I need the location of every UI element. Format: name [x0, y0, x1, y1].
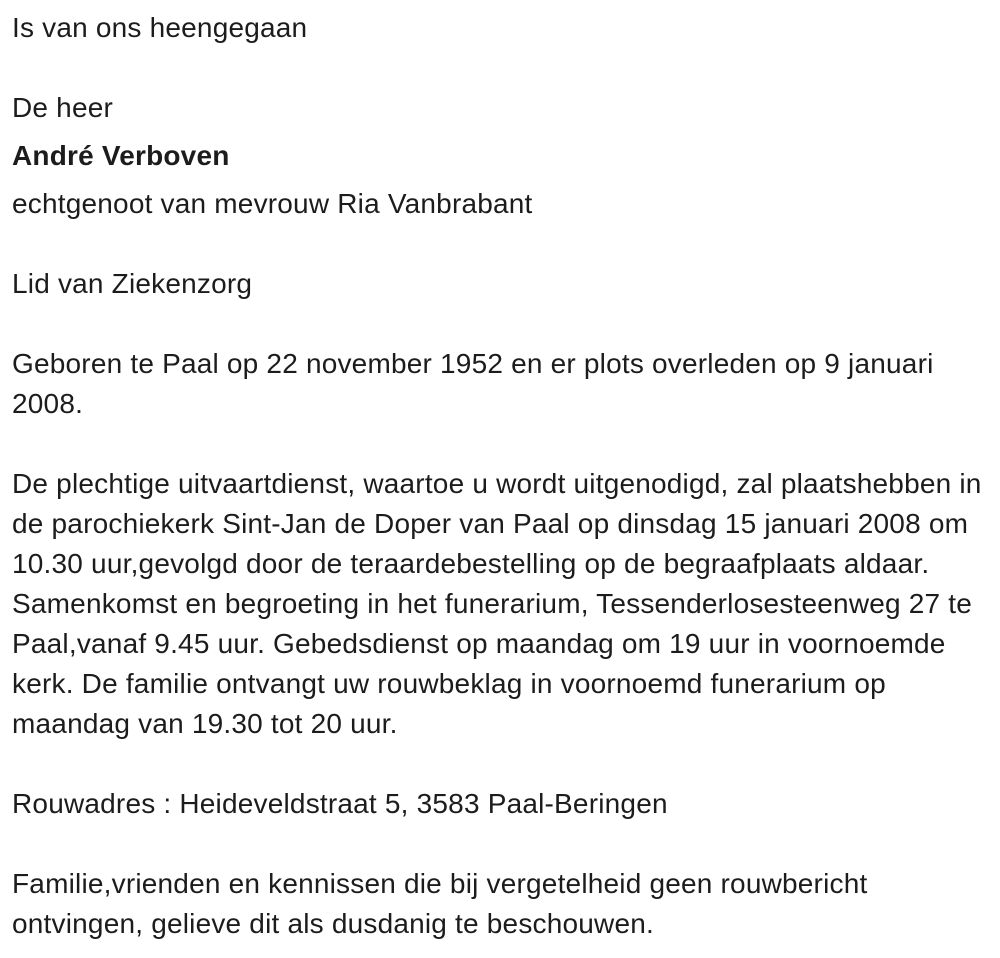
birth-death-line: Geboren te Paal op 22 november 1952 en er plots overleden op 9 januari 2008.: [12, 348, 934, 419]
closing-note-paragraph: Familie,vrienden en kennissen die bij vergetelheid geen rouwbericht ontvingen, gelieve dit als dusdanig te beschouwen.: [12, 868, 868, 939]
salutation-line: De heer: [12, 92, 114, 123]
spouse-line: echtgenoot van mevrouw Ria Vanbrabant: [12, 188, 533, 219]
membership-line: Lid van Ziekenzorg: [12, 268, 253, 299]
service-details-paragraph: De plechtige uitvaartdienst, waartoe u wordt uitgenodigd, zal plaatshebben in de parochiekerk Sint-Jan de Doper van Paal op dinsdag 15 januari 2008 om 10.30 uur,gevolgd door de teraardebestelling op de begraafplaats aldaar. Samenkomst en begroeting in het funerarium, Tessenderlosesteenweg 27 te Paal,vanaf 9.45 uur. Gebedsdienst op maandag om 19 uur in voornoemde kerk. De familie ontvangt uw rouwbeklag in voornoemd funerarium op maandag van 19.30 tot 20 uur.: [12, 468, 982, 739]
intro-line: Is van ons heengegaan: [12, 12, 308, 43]
mourning-address-line: Rouwadres : Heideveldstraat 5, 3583 Paal-Beringen: [12, 788, 668, 819]
deceased-name: André Verboven: [12, 140, 230, 171]
